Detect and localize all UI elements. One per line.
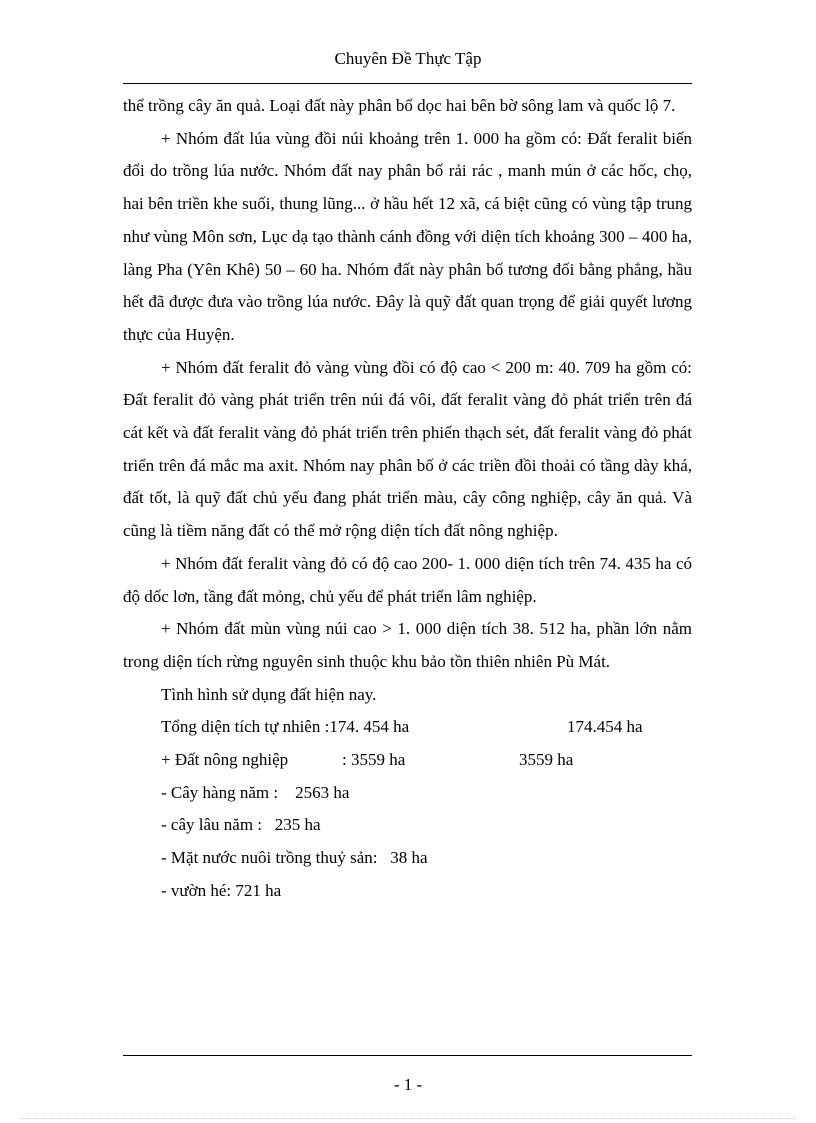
page-header-title: Chuyên Đề Thực Tập: [334, 49, 482, 68]
land-use-agri-value-2: 3559 ha: [519, 750, 574, 770]
paragraph-feralit-low: + Nhóm đất feralit đỏ vàng vùng đồi có độ cao < 200 m: 40. 709 ha gồm có: Đất feralit đỏ vàng phát triển trên núi đá vôi, đất feralit vàng đỏ phát triển trên đá cát kết và đất feralit vàng đỏ phát triển trên phiến thạch sét, đất feralit vàng đỏ phát triển trên đá mắc ma axit. Nhóm nay phân bố ở các triền đồi thoải có tầng dày khá, đất tốt, là quỹ đất chủ yếu đang phát triển màu, cây công nghiệp, cây ăn quả. Và cũng là tiềm năng đất có thể mở rộng diện tích đất nông nghiệp.: [123, 357, 692, 541]
land-use-agri-value: : 3559 ha: [342, 750, 406, 770]
land-use-agri-row: [123, 744, 692, 777]
paragraph-rice-land: + Nhóm đất lúa vùng đồi núi khoảng trên 1. 000 ha gồm có: Đất feralit biến đổi do trồng lúa nước. Nhóm đất nay phân bố rải rác , manh mún ở các hốc, chọ, hai bên triền khe suối, thung lũng... ở hầu hết 12 xã, cá biệt cũng có vùng tập trung như vùng Môn sơn, Lục dạ tạo thành cánh đồng với diện tích khoảng 300 – 400 ha, làng Pha (Yên Khê) 50 – 60 ha. Nhóm đất này phân bố tương đối bằng phẳng, hầu hết đã được đưa vào trồng lúa nước. Đây là quỹ đất quan trọng để giải quyết lương thực của Huyện.: [123, 128, 692, 344]
footer-divider: [123, 1055, 692, 1056]
land-use-total-label: Tổng diện tích tự nhiên :174. 454 ha: [161, 717, 410, 737]
land-use-item: - cây lâu năm : 235 ha: [161, 815, 321, 835]
paragraph-feralit-high: + Nhóm đất feralit vàng đỏ có độ cao 200- 1. 000 diện tích trên 74. 435 ha có độ dốc lơn, tầng đất mỏng, chủ yếu để phát triển lâm nghiệp.: [123, 553, 692, 606]
land-use-item: - Cây hàng năm : 2563 ha: [161, 782, 350, 802]
paragraph-continuation: thể trồng cây ăn quả. Loại đất này phân bổ dọc hai bên bờ sông lam và quốc lộ 7.: [123, 96, 676, 115]
land-use-agri-label: + Đất nông nghiệp: [161, 750, 289, 770]
land-use-total-value: 174.454 ha: [567, 717, 643, 737]
land-use-item: - vườn hé: 721 ha: [161, 880, 282, 900]
header-divider: [123, 83, 692, 84]
paragraph-humus-land: + Nhóm đất mùn vùng núi cao > 1. 000 diện tích 38. 512 ha, phần lớn nằm trong diện tích rừng nguyên sinh thuộc khu bảo tồn thiên nhiên Pù Mát.: [123, 619, 692, 671]
page-number: - 1 -: [393, 1075, 423, 1094]
land-use-total-row: [123, 711, 692, 744]
land-use-item: - Mặt nước nuôi trồng thuỷ sản: 38 ha: [161, 848, 428, 868]
land-use-heading: Tình hình sử dụng đất hiện nay.: [161, 684, 377, 704]
document-body: [123, 90, 692, 908]
page-edge-guide: [20, 1118, 796, 1119]
